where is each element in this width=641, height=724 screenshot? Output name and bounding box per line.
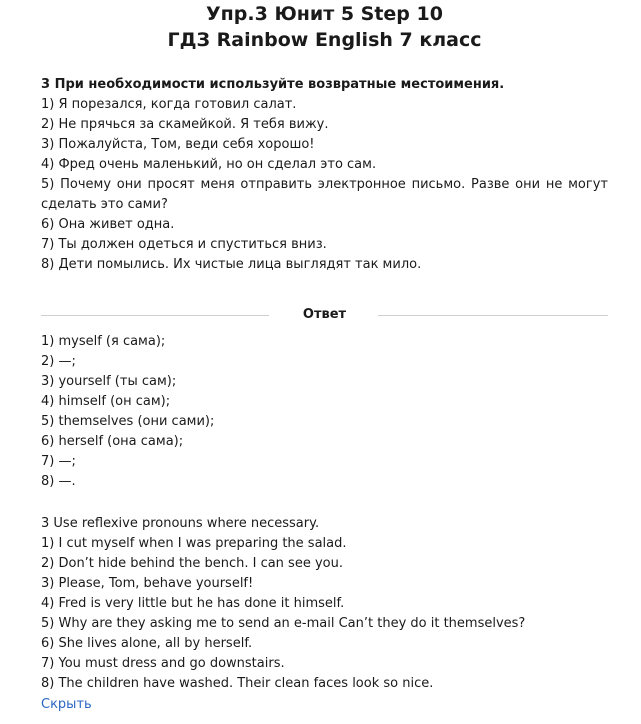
task-title: 3 При необходимости используйте возвратные местоимения. (41, 77, 505, 92)
english-section (41, 514, 608, 694)
english-item: 7) You must dress and go downstairs. (41, 656, 285, 671)
answer-divider (41, 298, 608, 332)
task-item: 4) Фред очень маленький, но он сделал это сам. (41, 157, 377, 172)
divider-rule-right (378, 315, 608, 316)
answer-list (41, 332, 608, 492)
english-item: 2) Don’t hide behind the bench. I can see you. (41, 556, 343, 571)
answer-item: 5) themselves (они сами); (41, 414, 215, 429)
task-item: 1) Я порезался, когда готовил салат. (41, 97, 297, 112)
task-item: 6) Она живет одна. (41, 217, 175, 232)
page-title (41, 0, 608, 53)
english-item: 1) I cut myself when I was preparing the salad. (41, 536, 347, 551)
answer-item: 1) myself (я сама); (41, 334, 166, 349)
task-list (41, 95, 608, 275)
task-item: 2) Не прячься за скамейкой. Я тебя вижу. (41, 117, 329, 132)
hide-link[interactable]: Скрыть (41, 697, 92, 712)
english-item: 4) Fred is very little but he has done it himself. (41, 596, 345, 611)
task-item: 3) Пожалуйста, Том, веди себя хорошо! (41, 137, 315, 152)
english-item: 6) She lives alone, all by herself. (41, 636, 253, 651)
title-line-2: ГДЗ Rainbow English 7 класс (167, 29, 482, 51)
task-item: сделать это сами? (41, 197, 168, 212)
english-item: 8) The children have washed. Their clean faces look so nice. (41, 676, 434, 691)
answer-heading: Ответ (302, 307, 347, 322)
answer-item: 3) yourself (ты сам); (41, 374, 177, 389)
task-item: 5) Почему они просят меня отправить электронное письмо. Разве они не могут (41, 177, 608, 192)
answer-item: 8) —. (41, 474, 76, 489)
english-title: 3 Use reflexive pronouns where necessary. (41, 516, 320, 531)
title-line-1: Упр.3 Юнит 5 Step 10 (206, 3, 443, 25)
answer-item: 6) herself (она сама); (41, 434, 184, 449)
task-item: 8) Дети помылись. Их чистые лица выглядят так мило. (41, 257, 422, 272)
task-item: 7) Ты должен одеться и спуститься вниз. (41, 237, 327, 252)
answer-item: 2) —; (41, 354, 76, 369)
answer-item: 7) —; (41, 454, 76, 469)
english-item: 3) Please, Tom, behave yourself! (41, 576, 254, 591)
english-item: 5) Why are they asking me to send an e-mail Can’t they do it themselves? (41, 616, 526, 631)
answer-item: 4) himself (он сам); (41, 394, 171, 409)
